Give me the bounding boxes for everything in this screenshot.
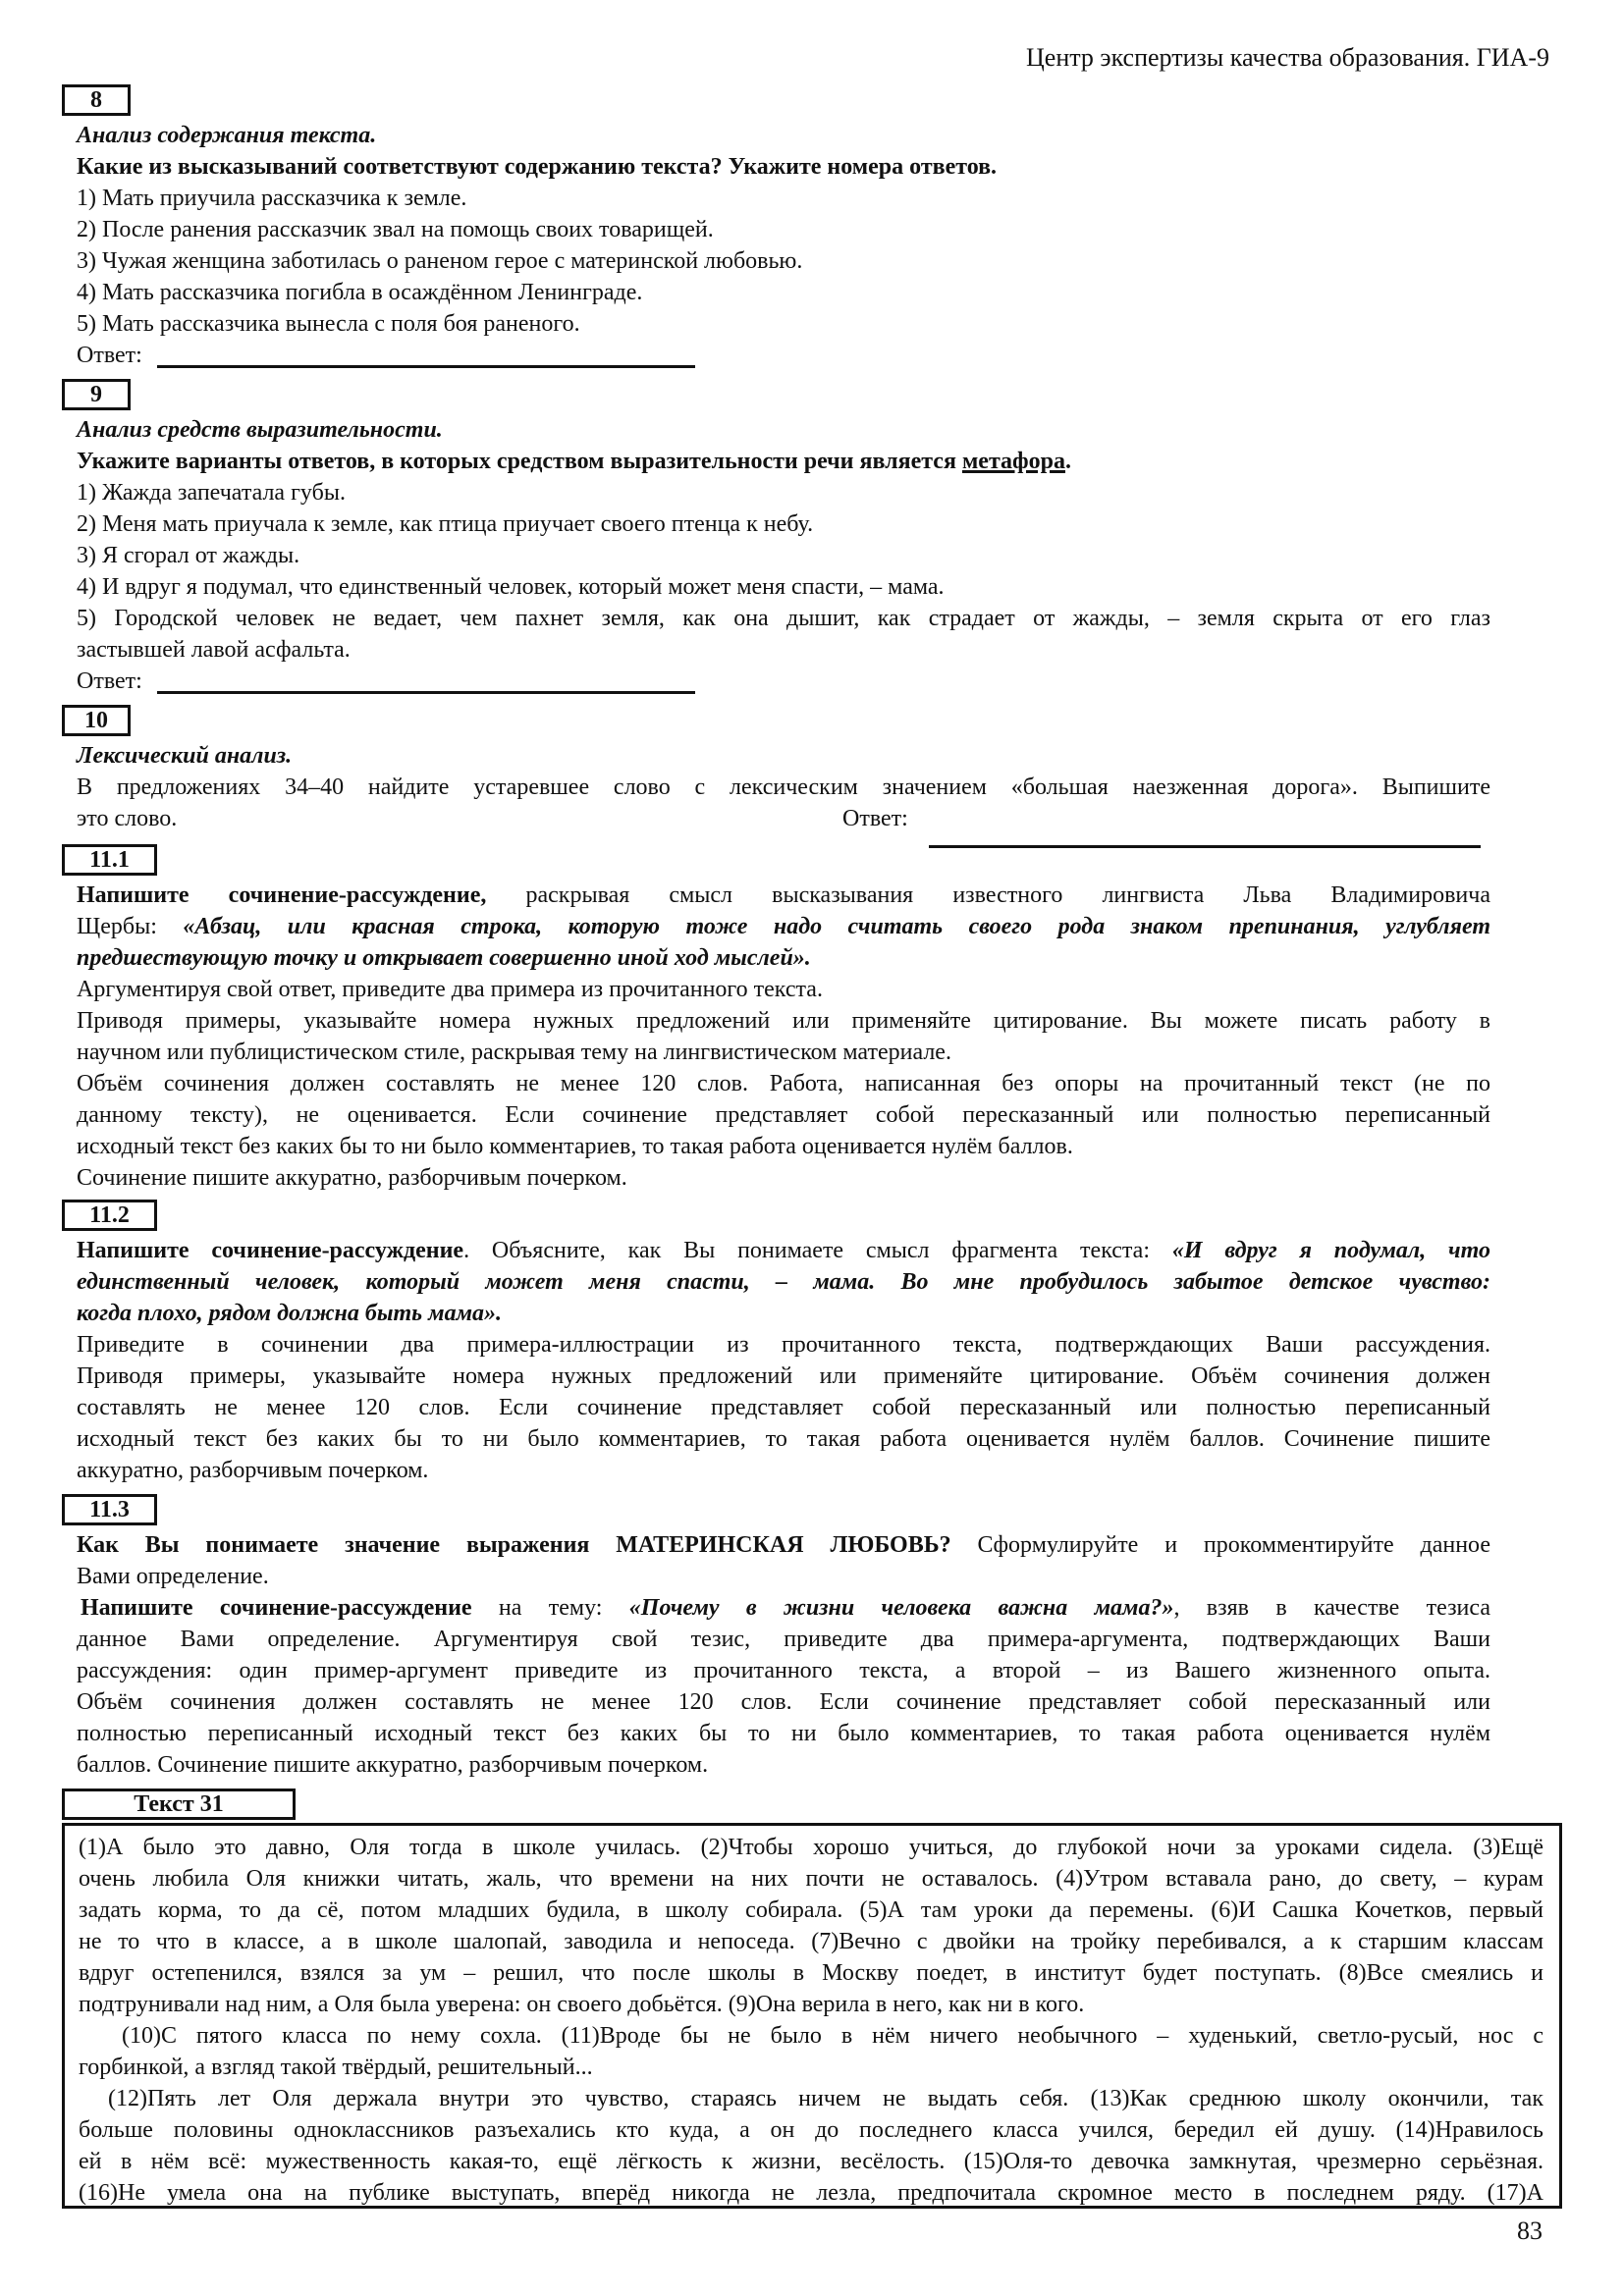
reading-text-line: вдруг остепенился, взялся за ум – решил, что после школы в Москву поедет, в институт будет поступать. (8)Все смеялись и: [79, 1960, 1543, 1986]
task-9-option: 3) Я сгорал от жажды.: [77, 543, 300, 568]
task-11-3-question: Как Вы понимаете значение выражения МАТЕРИНСКАЯ ЛЮБОВЬ?: [77, 1532, 951, 1558]
task-11-1-text: исходный текст без каких бы то ни было комментариев, то такая работа оценивается нулём баллов.: [77, 1134, 1073, 1159]
task-11-3-line: [77, 1529, 1490, 1561]
task-11-3-text: рассуждения: один пример-аргумент приведите из прочитанного текста, а второй – из Вашего жизненного опыта.: [77, 1658, 1490, 1683]
reading-text-box: [62, 1823, 1562, 2209]
task-9-option: 5) Городской человек не ведает, чем пахнет земля, как она дышит, как страдает от жажды, – земля скрыта от его глаз: [77, 606, 1490, 631]
reading-text-line: горбинкой, а взгляд такой твёрдый, решительный...: [79, 2055, 593, 2080]
task-11-2-quote: когда плохо, рядом должна быть мама».: [77, 1301, 503, 1326]
task-11-3-text: Объём сочинения должен составлять не менее 120 слов. Если сочинение представляет собой пересказанный или: [77, 1689, 1490, 1715]
task-11-1-instruction: Напишите сочинение-рассуждение,: [77, 882, 487, 908]
task-11-3-text: полностью переписанный исходный текст без каких бы то ни было комментариев, то такая работа оценивается нулём: [77, 1721, 1490, 1746]
task-8-answer-label: Ответ:: [77, 343, 142, 368]
task-11-3-instruction: Напишите сочинение-рассуждение: [81, 1595, 472, 1621]
task-11-2-text: Приводя примеры, указывайте номера нужных предложений или применяйте цитирование. Объём сочинения должен: [77, 1363, 1490, 1389]
task-11-1-quote: «Абзац, или красная строка, которую тоже надо считать своего рода знаком препинания, углубляет: [183, 914, 1490, 939]
task-8-heading: Анализ содержания текста.: [77, 123, 377, 148]
task-8-option: 4) Мать рассказчика погибла в осаждённом Ленинграде.: [77, 280, 643, 305]
task-9-question: [77, 446, 1490, 477]
task-8-answer-field[interactable]: [157, 365, 695, 368]
task-number-11-1: 11.1: [62, 844, 157, 876]
task-11-1-line: [77, 880, 1490, 911]
reading-text-line: очень любила Оля книжки читать, жаль, что времени на них почти не оставалось. (4)Утром вставала рано, до свету, – курам: [79, 1866, 1543, 1892]
task-10-answer-field[interactable]: [929, 845, 1481, 848]
task-9-option: 2) Меня мать приучала к земле, как птица приучает своего птенца к небу.: [77, 511, 814, 537]
task-11-1-text: раскрывая смысл высказывания известного лингвиста Льва Владимировича: [486, 882, 1490, 908]
reading-text-line: не то что в классе, а в школе шалопай, заводила и непоседа. (7)Вечно с двойки на тройку перебивался, а к старшим классам: [79, 1929, 1543, 1954]
task-number-11-3: 11.3: [62, 1494, 157, 1525]
task-number-9: 9: [62, 379, 131, 410]
reading-text-line: ей в нём всё: мужественность какая-то, ещё лёгкость к жизни, весёлость. (15)Оля-то девочка замкнутая, чрезмерно серьёзная.: [79, 2149, 1543, 2174]
task-10-text: это слово.: [77, 806, 178, 831]
task-9-answer-label: Ответ:: [77, 668, 142, 694]
reading-text-line: больше половины одноклассников разъехались кто куда, а он до последнего класса учился, бередил ей душу. (14)Нравилось: [79, 2117, 1543, 2143]
task-11-1-text: Щербы:: [77, 914, 184, 939]
task-10-answer-label: Ответ:: [842, 806, 908, 831]
task-11-1-text: данному тексту), не оценивается. Если сочинение представляет собой пересказанный или полностью переписанный: [77, 1102, 1490, 1128]
task-11-3-text: Сформулируйте и прокомментируйте данное: [950, 1532, 1490, 1558]
task-11-2-line: [77, 1235, 1490, 1266]
task-number-10: 10: [62, 705, 131, 736]
reading-text-line: (16)Не умела она на публике выступать, вперёд никогда не лезла, предпочитала скромное место в последнем ряду. (17)А: [79, 2180, 1543, 2206]
task-8-option: 2) После ранения рассказчик звал на помощь своих товарищей.: [77, 217, 714, 242]
task-number-11-2: 11.2: [62, 1200, 157, 1231]
reading-text-line: (12)Пять лет Оля держала внутри это чувство, стараясь ничем не выдать себя. (13)Как среднюю школу окончили, так: [108, 2086, 1543, 2111]
reading-text-line: (1)А было это давно, Оля тогда в школе училась. (2)Чтобы хорошо учиться, до глубокой ночи за уроками сидела. (3)Ещё: [79, 1835, 1543, 1860]
task-11-3-text: Вами определение.: [77, 1564, 269, 1589]
task-11-1-line: [77, 911, 1490, 942]
task-11-3-text: данное Вами определение. Аргументируя свой тезис, приведите два примера-аргумента, подтверждающих Ваши: [77, 1627, 1490, 1652]
task-9-heading: Анализ средств выразительности.: [77, 417, 443, 443]
task-9-question-end: .: [1065, 449, 1071, 474]
task-11-2-quote: «И вдруг я подумал, что: [1171, 1238, 1490, 1263]
task-9-option: 4) И вдруг я подумал, что единственный человек, который может меня спасти, – мама.: [77, 574, 945, 600]
reading-text-line: (10)С пятого класса по нему сохла. (11)Вроде бы не было в нём ничего необычного – худенький, светло-русый, нос с: [122, 2023, 1543, 2049]
task-9-question-text: Укажите варианты ответов, в которых средством выразительности речи является: [77, 449, 962, 474]
reading-text-line: задать корма, то да сё, потом младших будила, в школу собирала. (5)А там уроки да перемены. (6)И Сашка Кочетков, первый: [79, 1897, 1543, 1923]
task-9-option-cont: застывшей лавой асфальта.: [77, 637, 351, 663]
task-8-option: 3) Чужая женщина заботилась о раненом герое с материнской любовью.: [77, 248, 803, 274]
page-header: Центр экспертизы качества образования. ГИА-9: [1026, 43, 1549, 72]
task-11-1-text: Приводя примеры, указывайте номера нужных предложений или применяйте цитирование. Вы можете писать работу в: [77, 1008, 1490, 1034]
task-11-3-text: баллов. Сочинение пишите аккуратно, разборчивым почерком.: [77, 1752, 709, 1778]
task-9-answer-field[interactable]: [157, 691, 695, 694]
task-11-1-text: Аргументируя свой ответ, приведите два примера из прочитанного текста.: [77, 977, 823, 1002]
task-11-2-instruction: Напишите сочинение-рассуждение: [77, 1238, 464, 1263]
reading-text-line: подтрунивали над ним, а Оля была уверена: он своего добьётся. (9)Она верила в него, как ни в кого.: [79, 1992, 1085, 2017]
task-number-8: 8: [62, 84, 131, 116]
task-11-3-text: на тему:: [471, 1595, 629, 1621]
task-11-1-text: Сочинение пишите аккуратно, разборчивым почерком.: [77, 1165, 627, 1191]
task-11-3-line: [81, 1592, 1490, 1624]
task-11-2-text: исходный текст без каких бы то ни было комментариев, то такая работа оценивается нулём баллов. Сочинение пишите: [77, 1426, 1490, 1452]
task-8-question: Какие из высказываний соответствуют содержанию текста? Укажите номера ответов.: [77, 154, 998, 180]
task-11-1-quote: предшествующую точку и открывает совершенно иной ход мыслей».: [77, 945, 811, 971]
task-11-3-topic: «Почему в жизни человека важна мама?»: [628, 1595, 1174, 1621]
reading-text-tab: Текст 31: [62, 1789, 296, 1820]
task-11-2-text: аккуратно, разборчивым почерком.: [77, 1458, 429, 1483]
task-8-option: 1) Мать приучила рассказчика к земле.: [77, 186, 467, 211]
task-9-option: 1) Жажда запечатала губы.: [77, 480, 346, 506]
task-11-2-text: составлять не менее 120 слов. Если сочинение представляет собой пересказанный или полностью переписанный: [77, 1395, 1490, 1420]
task-11-2-quote: единственный человек, который может меня спасти, – мама. Во мне пробудилось забытое детское чувство:: [77, 1269, 1490, 1295]
task-11-1-text: научном или публицистическом стиле, раскрывая тему на лингвистическом материале.: [77, 1040, 951, 1065]
task-8-option: 5) Мать рассказчика вынесла с поля боя раненого.: [77, 311, 580, 337]
task-11-2-text: . Объясните, как Вы понимаете смысл фрагмента текста:: [463, 1238, 1172, 1263]
task-9-term: метафора: [961, 449, 1065, 474]
page-number: 83: [1517, 2216, 1543, 2245]
task-11-3-text: , взяв в качестве тезиса: [1173, 1595, 1490, 1621]
task-11-2-text: Приведите в сочинении два примера-иллюстрации из прочитанного текста, подтверждающих Ваши рассуждения.: [77, 1332, 1490, 1358]
task-11-1-text: Объём сочинения должен составлять не менее 120 слов. Работа, написанная без опоры на прочитанный текст (не по: [77, 1071, 1490, 1096]
task-10-text: В предложениях 34–40 найдите устаревшее слово с лексическим значением «большая наезженная дорога». Выпишите: [77, 774, 1490, 800]
task-10-heading: Лексический анализ.: [77, 743, 293, 769]
